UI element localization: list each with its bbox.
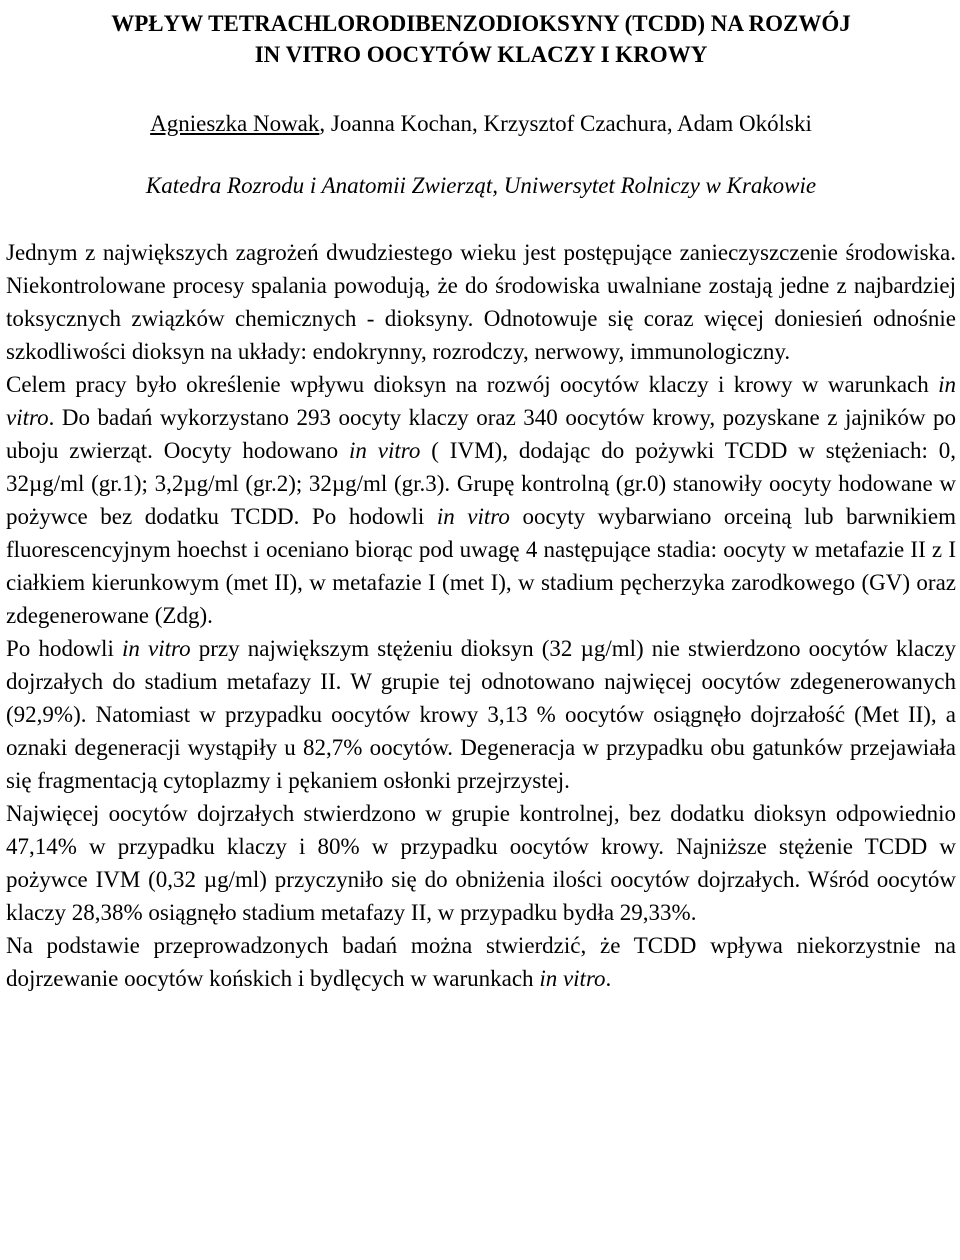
methods-text-b: . Do badań wykorzystano 293 oocyty klaczy oraz 340 oocytów krowy, pozyskane z jajników po uboju zwierząt. Oocyty hodowano — [6, 405, 956, 463]
paragraph-results — [6, 632, 956, 797]
in-vitro-italic: in vitro — [349, 438, 421, 463]
conclusion-text-a: Na podstawie przeprowadzonych badań można stwierdzić, że TCDD wpływa niekorzystnie na dojrzewanie oocytów końskich i bydlęcych w warunkach — [6, 933, 956, 991]
paragraph-methods — [6, 368, 956, 632]
results-text-b: przy największym stężeniu dioksyn (32 µg/ml) nie stwierdzono oocytów klaczy dojrzałych do stadium metafazy II. W grupie tej odnotowano najwięcej oocytów zdegenerowanych (92,9%). Natomiast w przypadku oocytów krowy 3,13 % oocytów osiągnęło dojrzałość (Met II), a oznaki degeneracji wystąpiły u 82,7% oocytów. Degeneracja w przypadku obu gatunków przejawiała się fragmentacją cytoplazmy i pękaniem osłonki przejrzystej. — [6, 636, 956, 793]
methods-text-a: Celem pracy było określenie wpływu dioksyn na rozwój oocytów klaczy i krowy w warunkach — [6, 372, 939, 397]
paragraph-control-results: Najwięcej oocytów dojrzałych stwierdzono w grupie kontrolnej, bez dodatku dioksyn odpowiednio 47,14% w przypadku klaczy i 80% w przypadku oocytów krowy. Najniższe stężenie TCDD w pożywce IVM (0,32 µg/ml) przyczyniło się do obniżenia ilości oocytów dojrzałych. Wśród oocytów klaczy 28,38% osiągnęło stadium metafazy II, w przypadku bydła 29,33%. — [6, 801, 956, 925]
conclusion-text-b: . — [605, 966, 612, 991]
in-vitro-italic: in vitro — [436, 504, 510, 529]
methods-text-d: oocyty wybarwiano orceiną lub barwnikiem fluorescencyjnym hoechst i oceniano biorąc pod uwagę 4 następujące stadia: oocyty w metafazie II z I ciałkiem kierunkowym (met II), w metafazie I (met I), w stadium pęcherzyka zarodkowego (GV) oraz zdegenerowane (Zdg). — [6, 504, 956, 628]
presenting-author: Agnieszka Nowak — [150, 111, 320, 136]
co-authors: , Joanna Kochan, Krzysztof Czachura, Adam Okólski — [319, 111, 812, 136]
paragraph-conclusion — [6, 929, 956, 995]
author-list — [6, 108, 956, 140]
methods-text-c: ( IVM), dodając do pożywki TCDD w stężeniach: 0, 32µg/ml (gr.1); 3,2µg/ml (gr.2); 32µg/ml (gr.3). Grupę kontrolną (gr.0) stanowiły oocyty hodowane w pożywce bez dodatku TCDD. Po hodowli — [6, 438, 956, 529]
paragraph-introduction: Jednym z największych zagrożeń dwudziestego wieku jest postępujące zanieczyszczenie środowiska. Niekontrolowane procesy spalania powodują, że do środowiska uwalniane zostają jedne z najbardziej toksycznych związków chemicznych - dioksyny. Odnotowuje się coraz więcej doniesień odnośnie szkodliwości dioksyn na układy: endokrynny, rozrodczy, nerwowy, immunologiczny. — [6, 240, 956, 364]
results-text-a: Po hodowli — [6, 636, 122, 661]
paper-title — [6, 4, 956, 70]
in-vitro-italic: in vitro — [539, 966, 606, 991]
in-vitro-italic: in vitro — [6, 372, 956, 430]
title-line-1: WPŁYW TETRACHLORODIBENZODIOKSYNY (TCDD) NA ROZWÓJ — [111, 11, 851, 36]
in-vitro-italic: in vitro — [121, 636, 191, 661]
title-line-2: IN VITRO OOCYTÓW KLACZY I KROWY — [254, 42, 708, 67]
affiliation: Katedra Rozrodu i Anatomii Zwierząt, Uniwersytet Rolniczy w Krakowie — [145, 173, 817, 198]
